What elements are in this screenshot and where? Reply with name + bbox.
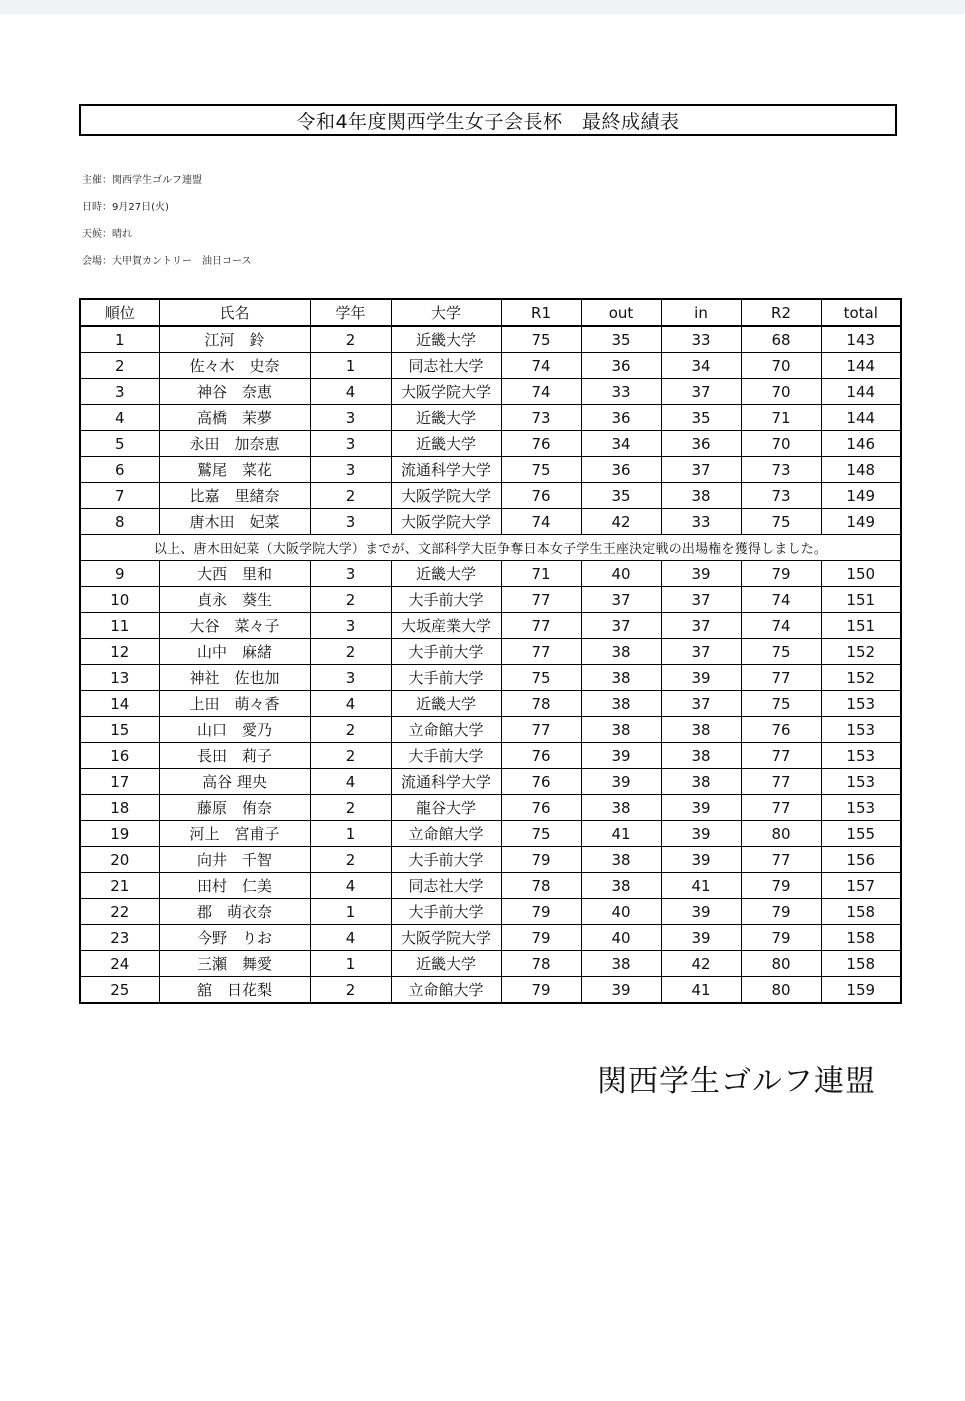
cell-university: 龍谷大学: [391, 795, 501, 821]
table-row: [80, 639, 901, 665]
cell-total: 153: [821, 769, 901, 795]
cell-total: 153: [821, 717, 901, 743]
cell-r2: 80: [741, 821, 821, 847]
cell-name: 永田 加奈恵: [159, 431, 310, 457]
cell-name: 高谷 理央: [159, 769, 310, 795]
cell-rank: 23: [80, 925, 159, 951]
cell-grade: 3: [310, 457, 391, 483]
cell-name: 比嘉 里緒奈: [159, 483, 310, 509]
cell-r2: 70: [741, 379, 821, 405]
cell-grade: 3: [310, 405, 391, 431]
cell-out: 39: [581, 977, 661, 1004]
cell-name: 上田 萌々香: [159, 691, 310, 717]
cell-grade: 2: [310, 639, 391, 665]
cell-name: 神社 佐也加: [159, 665, 310, 691]
table-row: [80, 769, 901, 795]
cell-out: 38: [581, 847, 661, 873]
cell-out: 35: [581, 326, 661, 353]
cell-grade: 3: [310, 613, 391, 639]
table-row: [80, 379, 901, 405]
cell-out: 38: [581, 691, 661, 717]
cell-name: 山口 愛乃: [159, 717, 310, 743]
cell-r2: 80: [741, 951, 821, 977]
cell-grade: 2: [310, 743, 391, 769]
cell-name: 江河 鈴: [159, 326, 310, 353]
cell-total: 149: [821, 483, 901, 509]
cell-out: 40: [581, 561, 661, 587]
header-name: 氏名: [159, 299, 310, 326]
table-row: [80, 326, 901, 353]
cell-r1: 76: [501, 795, 581, 821]
cell-total: 150: [821, 561, 901, 587]
table-row: [80, 587, 901, 613]
cell-in: 37: [661, 587, 741, 613]
cell-name: 舘 日花梨: [159, 977, 310, 1004]
header-university: 大学: [391, 299, 501, 326]
cell-r2: 70: [741, 353, 821, 379]
cell-in: 39: [661, 925, 741, 951]
cell-total: 159: [821, 977, 901, 1004]
table-row: [80, 353, 901, 379]
cell-rank: 18: [80, 795, 159, 821]
cell-university: 同志社大学: [391, 873, 501, 899]
cell-out: 40: [581, 925, 661, 951]
header-row: [80, 299, 901, 326]
cell-r1: 76: [501, 431, 581, 457]
header-in: in: [661, 299, 741, 326]
cell-in: 38: [661, 743, 741, 769]
cell-university: 大手前大学: [391, 899, 501, 925]
cell-total: 157: [821, 873, 901, 899]
cell-r2: 77: [741, 665, 821, 691]
cell-total: 148: [821, 457, 901, 483]
cell-r1: 75: [501, 821, 581, 847]
cell-university: 立命館大学: [391, 821, 501, 847]
cell-in: 39: [661, 821, 741, 847]
cell-grade: 3: [310, 509, 391, 535]
cell-in: 39: [661, 899, 741, 925]
cell-rank: 15: [80, 717, 159, 743]
info-venue: 会場：大甲賀カントリー 油日コース: [82, 256, 252, 267]
cell-rank: 20: [80, 847, 159, 873]
cell-out: 42: [581, 509, 661, 535]
cell-r2: 73: [741, 457, 821, 483]
cell-name: 長田 莉子: [159, 743, 310, 769]
cell-rank: 2: [80, 353, 159, 379]
cell-out: 38: [581, 665, 661, 691]
cell-grade: 1: [310, 951, 391, 977]
cell-r1: 79: [501, 899, 581, 925]
cell-name: 郡 萌衣奈: [159, 899, 310, 925]
cell-in: 33: [661, 326, 741, 353]
table-row: [80, 431, 901, 457]
cell-grade: 4: [310, 691, 391, 717]
table-row: [80, 665, 901, 691]
cell-university: 近畿大学: [391, 951, 501, 977]
cell-r1: 75: [501, 665, 581, 691]
cell-out: 37: [581, 613, 661, 639]
cell-r2: 79: [741, 925, 821, 951]
cell-rank: 19: [80, 821, 159, 847]
cell-grade: 3: [310, 431, 391, 457]
cell-total: 151: [821, 613, 901, 639]
cell-grade: 2: [310, 587, 391, 613]
cell-in: 39: [661, 561, 741, 587]
cell-rank: 9: [80, 561, 159, 587]
table-row: [80, 743, 901, 769]
header-r1: R1: [501, 299, 581, 326]
cell-in: 37: [661, 691, 741, 717]
cell-r2: 74: [741, 587, 821, 613]
cell-total: 146: [821, 431, 901, 457]
cell-rank: 12: [80, 639, 159, 665]
cell-r2: 75: [741, 509, 821, 535]
cell-r2: 77: [741, 795, 821, 821]
cell-r1: 74: [501, 379, 581, 405]
cell-out: 39: [581, 769, 661, 795]
cell-total: 149: [821, 509, 901, 535]
cell-rank: 11: [80, 613, 159, 639]
cell-r2: 71: [741, 405, 821, 431]
cell-r1: 78: [501, 691, 581, 717]
cell-rank: 10: [80, 587, 159, 613]
cell-name: 貞永 葵生: [159, 587, 310, 613]
cell-grade: 4: [310, 873, 391, 899]
cell-grade: 3: [310, 561, 391, 587]
table-row: [80, 899, 901, 925]
cell-name: 高橋 茉夢: [159, 405, 310, 431]
cell-total: 152: [821, 665, 901, 691]
cell-grade: 1: [310, 899, 391, 925]
cell-total: 151: [821, 587, 901, 613]
cell-in: 33: [661, 509, 741, 535]
cell-r2: 70: [741, 431, 821, 457]
table-row: [80, 717, 901, 743]
cell-total: 144: [821, 353, 901, 379]
cell-university: 流通科学大学: [391, 457, 501, 483]
cell-r1: 77: [501, 613, 581, 639]
cell-rank: 1: [80, 326, 159, 353]
cell-rank: 7: [80, 483, 159, 509]
table-row: [80, 509, 901, 535]
table-row: [80, 457, 901, 483]
table-row: [80, 405, 901, 431]
cell-out: 38: [581, 717, 661, 743]
cell-rank: 24: [80, 951, 159, 977]
cell-in: 34: [661, 353, 741, 379]
info-date: 日時：9月27日(火): [82, 202, 169, 213]
cell-name: 唐木田 妃菜: [159, 509, 310, 535]
cell-in: 38: [661, 769, 741, 795]
cell-total: 155: [821, 821, 901, 847]
cell-university: 大阪学院大学: [391, 483, 501, 509]
cell-university: 大手前大学: [391, 665, 501, 691]
cell-out: 34: [581, 431, 661, 457]
cell-r1: 74: [501, 353, 581, 379]
cell-university: 近畿大学: [391, 561, 501, 587]
cell-out: 38: [581, 951, 661, 977]
cell-in: 38: [661, 483, 741, 509]
table-row: [80, 977, 901, 1004]
cell-grade: 1: [310, 821, 391, 847]
cell-rank: 25: [80, 977, 159, 1004]
cell-university: 近畿大学: [391, 691, 501, 717]
cell-in: 39: [661, 665, 741, 691]
cell-out: 36: [581, 457, 661, 483]
cell-grade: 2: [310, 326, 391, 353]
qualification-note-row: [80, 535, 901, 561]
cell-out: 37: [581, 587, 661, 613]
cell-rank: 16: [80, 743, 159, 769]
cell-rank: 21: [80, 873, 159, 899]
info-organizer: 主催：関西学生ゴルフ連盟: [82, 175, 202, 186]
cell-university: 大阪学院大学: [391, 379, 501, 405]
cell-r2: 80: [741, 977, 821, 1004]
table-row: [80, 691, 901, 717]
cell-r2: 75: [741, 691, 821, 717]
cell-out: 38: [581, 639, 661, 665]
qualification-note: 以上、唐木田妃菜（大阪学院大学）までが、文部科学大臣争奪日本女子学生王座決定戦の出場権を獲得しました。: [80, 535, 901, 561]
cell-r2: 73: [741, 483, 821, 509]
cell-name: 田村 仁美: [159, 873, 310, 899]
header-rank: 順位: [80, 299, 159, 326]
cell-r1: 79: [501, 847, 581, 873]
cell-university: 流通科学大学: [391, 769, 501, 795]
cell-r1: 77: [501, 639, 581, 665]
cell-r1: 75: [501, 326, 581, 353]
table-row: [80, 847, 901, 873]
table-row: [80, 821, 901, 847]
cell-university: 同志社大学: [391, 353, 501, 379]
cell-total: 144: [821, 379, 901, 405]
cell-in: 41: [661, 873, 741, 899]
cell-total: 158: [821, 925, 901, 951]
cell-total: 156: [821, 847, 901, 873]
cell-name: 神谷 奈恵: [159, 379, 310, 405]
cell-name: 河上 宮甫子: [159, 821, 310, 847]
cell-r1: 75: [501, 457, 581, 483]
cell-out: 38: [581, 795, 661, 821]
cell-r2: 74: [741, 613, 821, 639]
cell-university: 大手前大学: [391, 639, 501, 665]
cell-grade: 2: [310, 847, 391, 873]
cell-r1: 79: [501, 925, 581, 951]
cell-r1: 77: [501, 717, 581, 743]
table-row: [80, 873, 901, 899]
cell-name: 佐々木 史奈: [159, 353, 310, 379]
cell-r1: 71: [501, 561, 581, 587]
cell-rank: 6: [80, 457, 159, 483]
cell-university: 大手前大学: [391, 847, 501, 873]
cell-total: 143: [821, 326, 901, 353]
cell-total: 144: [821, 405, 901, 431]
cell-r1: 77: [501, 587, 581, 613]
cell-r1: 78: [501, 951, 581, 977]
cell-total: 158: [821, 899, 901, 925]
cell-in: 39: [661, 847, 741, 873]
cell-r2: 79: [741, 873, 821, 899]
cell-r1: 78: [501, 873, 581, 899]
cell-r1: 73: [501, 405, 581, 431]
cell-in: 38: [661, 717, 741, 743]
cell-name: 今野 りお: [159, 925, 310, 951]
cell-total: 152: [821, 639, 901, 665]
cell-in: 39: [661, 795, 741, 821]
cell-university: 大手前大学: [391, 587, 501, 613]
cell-r2: 77: [741, 743, 821, 769]
cell-university: 大手前大学: [391, 743, 501, 769]
cell-r2: 79: [741, 561, 821, 587]
cell-in: 37: [661, 457, 741, 483]
table-row: [80, 561, 901, 587]
cell-grade: 4: [310, 925, 391, 951]
header-grade: 学年: [310, 299, 391, 326]
cell-name: 鷲尾 菜花: [159, 457, 310, 483]
cell-name: 藤原 侑奈: [159, 795, 310, 821]
cell-r1: 76: [501, 743, 581, 769]
cell-total: 153: [821, 691, 901, 717]
cell-total: 153: [821, 743, 901, 769]
cell-rank: 4: [80, 405, 159, 431]
cell-out: 39: [581, 743, 661, 769]
cell-out: 35: [581, 483, 661, 509]
header-total: total: [821, 299, 901, 326]
cell-in: 36: [661, 431, 741, 457]
cell-r2: 68: [741, 326, 821, 353]
cell-name: 三瀬 舞愛: [159, 951, 310, 977]
header-out: out: [581, 299, 661, 326]
cell-rank: 13: [80, 665, 159, 691]
cell-name: 大西 里和: [159, 561, 310, 587]
cell-rank: 22: [80, 899, 159, 925]
cell-in: 35: [661, 405, 741, 431]
cell-in: 42: [661, 951, 741, 977]
cell-grade: 4: [310, 769, 391, 795]
top-bar: [0, 0, 965, 14]
cell-name: 向井 千智: [159, 847, 310, 873]
cell-rank: 14: [80, 691, 159, 717]
cell-university: 立命館大学: [391, 977, 501, 1004]
cell-grade: 2: [310, 483, 391, 509]
cell-out: 38: [581, 873, 661, 899]
results-table: [79, 298, 902, 1004]
cell-grade: 4: [310, 379, 391, 405]
cell-r2: 79: [741, 899, 821, 925]
cell-out: 41: [581, 821, 661, 847]
cell-in: 37: [661, 379, 741, 405]
cell-in: 41: [661, 977, 741, 1004]
signature-federation: 関西学生ゴルフ連盟: [597, 1064, 876, 1099]
cell-university: 近畿大学: [391, 431, 501, 457]
cell-out: 33: [581, 379, 661, 405]
table-row: [80, 951, 901, 977]
cell-r2: 75: [741, 639, 821, 665]
cell-rank: 8: [80, 509, 159, 535]
cell-total: 153: [821, 795, 901, 821]
page-title-text: 令和4年度関西学生女子会長杯 最終成績表: [296, 110, 680, 133]
cell-university: 近畿大学: [391, 326, 501, 353]
cell-out: 40: [581, 899, 661, 925]
cell-rank: 5: [80, 431, 159, 457]
cell-grade: 1: [310, 353, 391, 379]
info-weather: 天候：晴れ: [82, 229, 132, 240]
table-row: [80, 613, 901, 639]
page-title: [79, 104, 897, 136]
cell-out: 36: [581, 353, 661, 379]
cell-r2: 77: [741, 769, 821, 795]
cell-total: 158: [821, 951, 901, 977]
cell-r1: 79: [501, 977, 581, 1004]
cell-name: 大谷 菜々子: [159, 613, 310, 639]
cell-r1: 74: [501, 509, 581, 535]
cell-university: 大坂産業大学: [391, 613, 501, 639]
cell-grade: 2: [310, 717, 391, 743]
cell-university: 大阪学院大学: [391, 925, 501, 951]
cell-r2: 76: [741, 717, 821, 743]
cell-rank: 17: [80, 769, 159, 795]
cell-grade: 2: [310, 977, 391, 1004]
cell-university: 近畿大学: [391, 405, 501, 431]
cell-rank: 3: [80, 379, 159, 405]
cell-in: 37: [661, 613, 741, 639]
table-row: [80, 483, 901, 509]
table-row: [80, 795, 901, 821]
cell-in: 37: [661, 639, 741, 665]
cell-name: 山中 麻緒: [159, 639, 310, 665]
cell-university: 立命館大学: [391, 717, 501, 743]
table-row: [80, 925, 901, 951]
cell-r1: 76: [501, 769, 581, 795]
cell-r2: 77: [741, 847, 821, 873]
cell-r1: 76: [501, 483, 581, 509]
cell-university: 大阪学院大学: [391, 509, 501, 535]
cell-grade: 2: [310, 795, 391, 821]
cell-grade: 3: [310, 665, 391, 691]
cell-out: 36: [581, 405, 661, 431]
header-r2: R2: [741, 299, 821, 326]
